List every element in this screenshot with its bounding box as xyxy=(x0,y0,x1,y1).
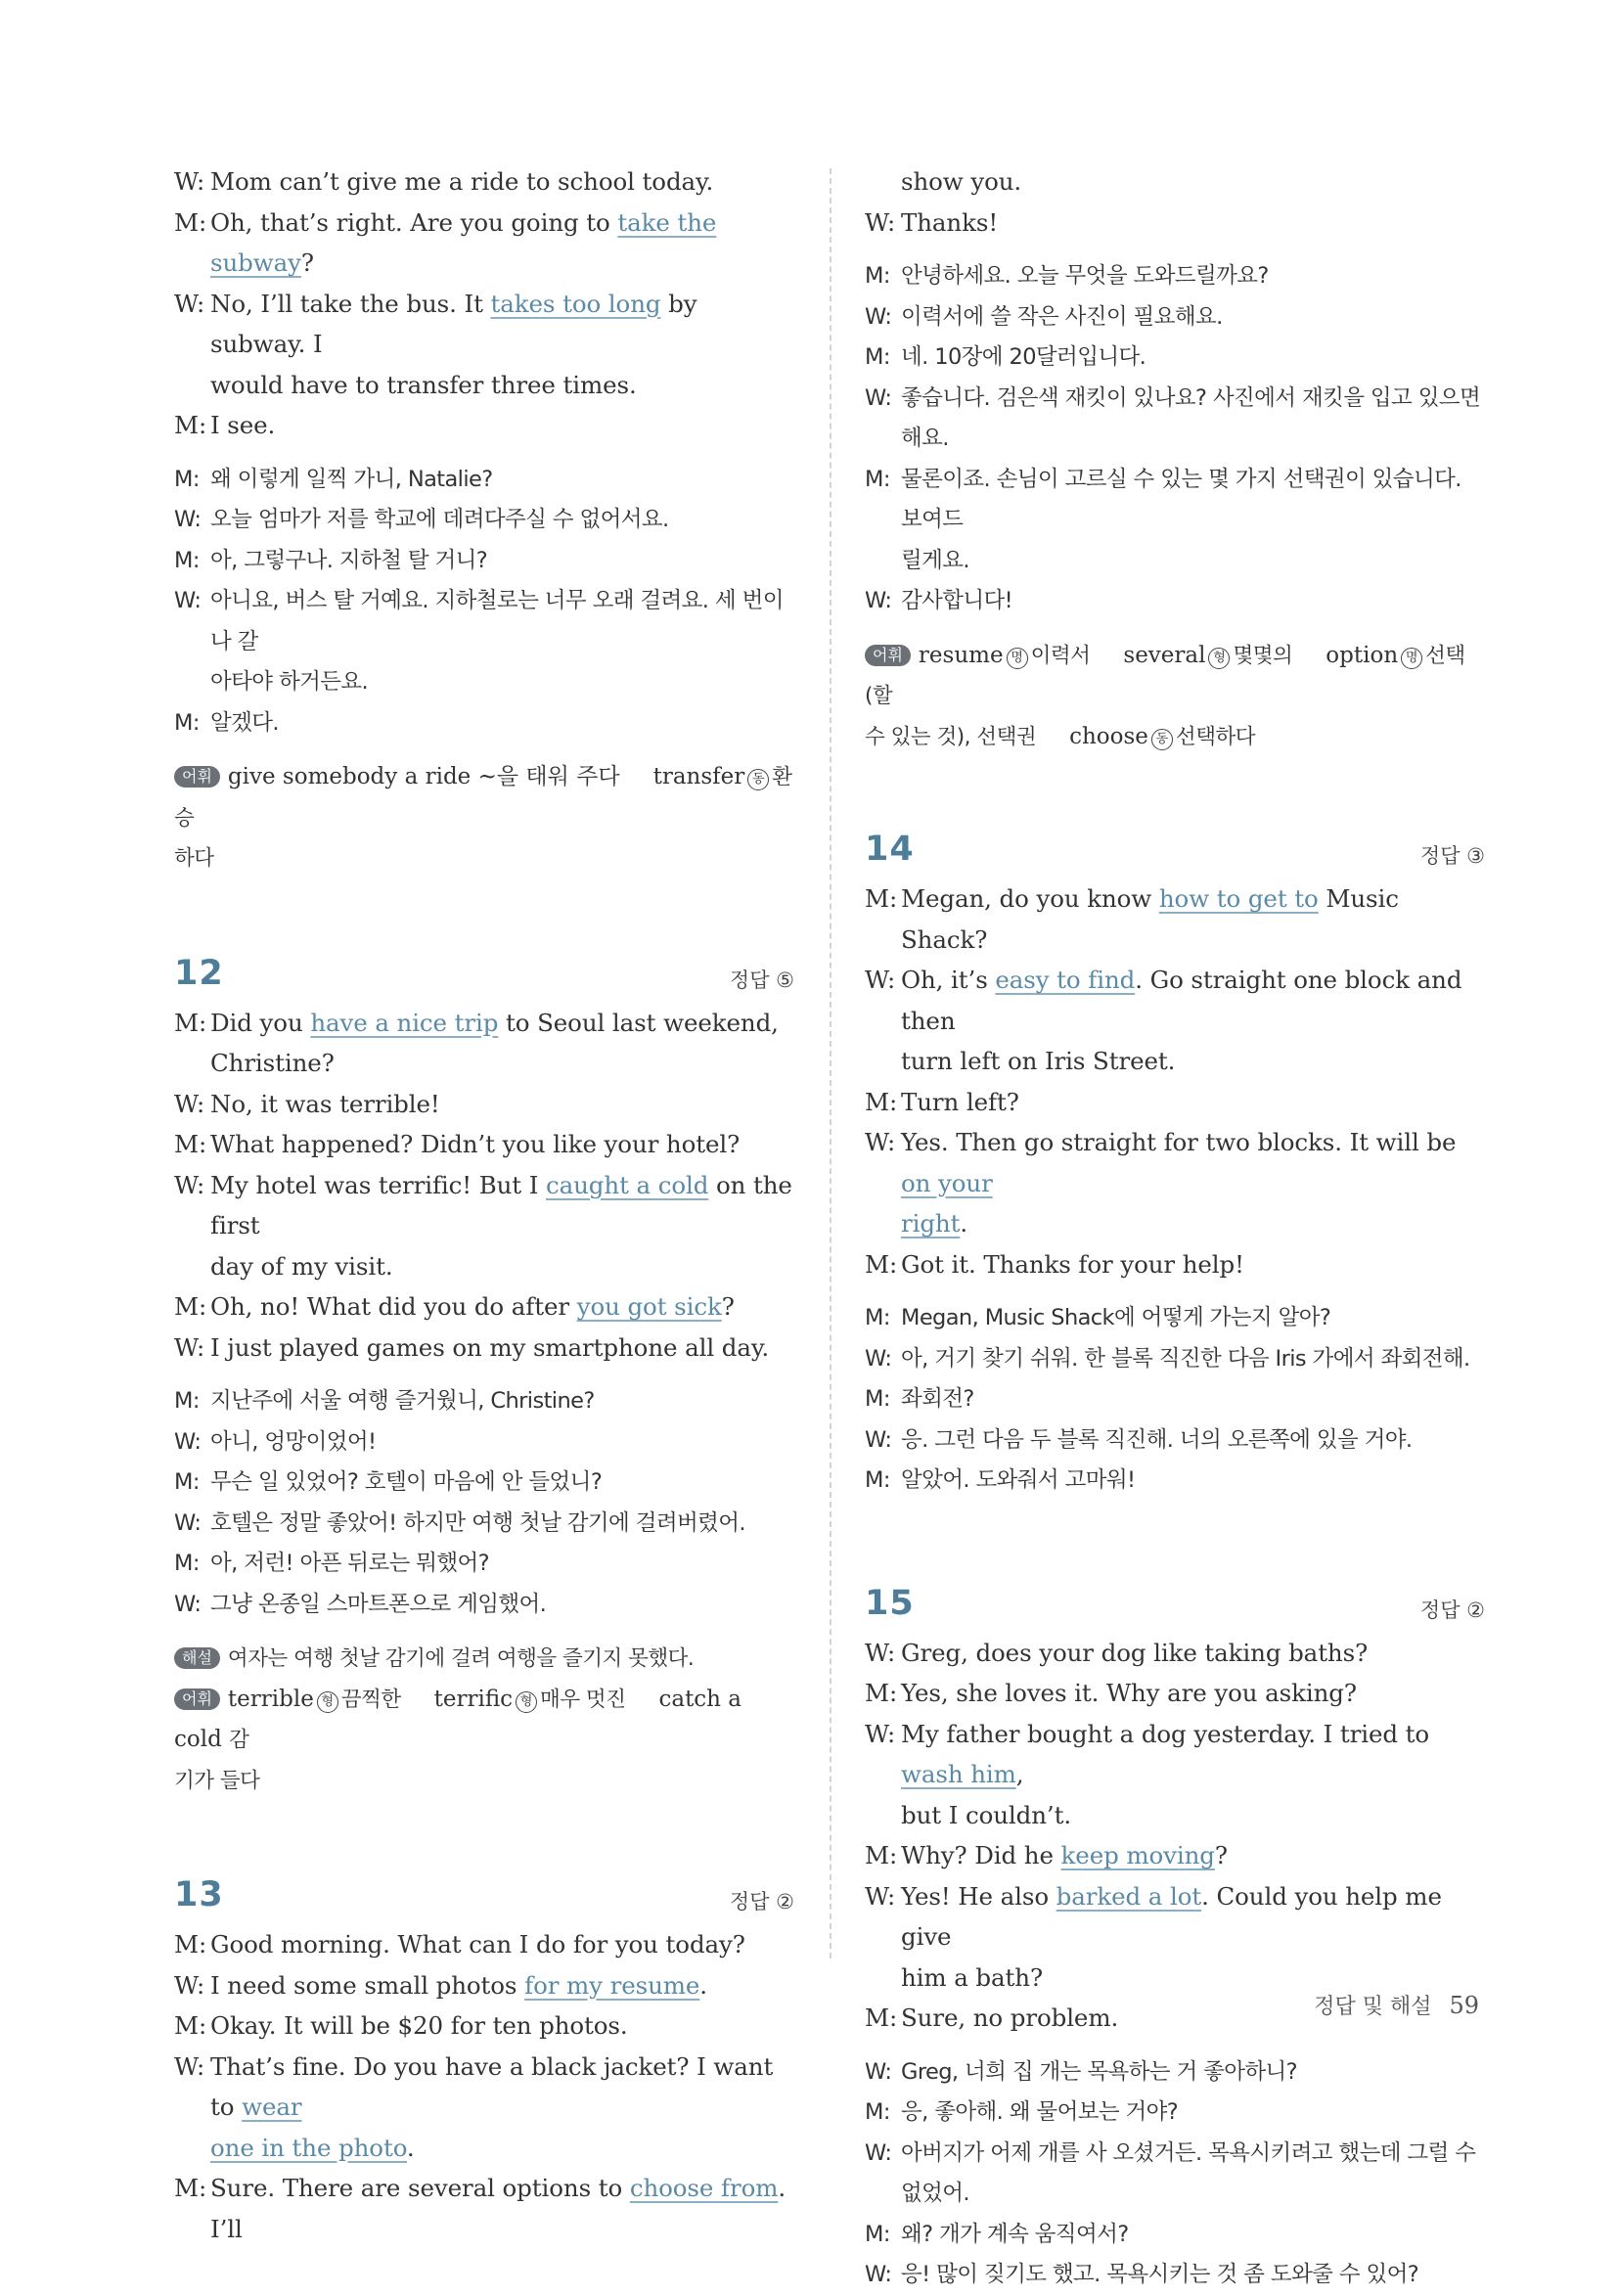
dialogue-line xyxy=(865,1795,1485,1836)
speaker-label: M: xyxy=(174,2011,207,2040)
dialogue-line xyxy=(865,1041,1485,1082)
dialogue-fragment: on the first xyxy=(210,1170,792,1239)
key-phrase: choose from xyxy=(629,2174,779,2202)
key-phrase: barked a lot xyxy=(1056,1881,1202,1911)
speaker-label: M: xyxy=(174,709,200,736)
key-phrase: how to get to xyxy=(1158,884,1319,913)
dialogue-text: 감사합니다! xyxy=(901,588,1013,613)
speaker-label: M: xyxy=(865,1087,898,1116)
dialogue-fragment: to Seoul last weekend, xyxy=(498,1008,779,1037)
dialogue-line xyxy=(174,2005,794,2047)
dialogue-text: Greg, 너희 집 개는 목욕하는 거 좋아하니? xyxy=(901,2058,1298,2085)
dialogue-line xyxy=(174,703,794,744)
dialogue-line xyxy=(174,1328,794,1369)
dialogue-fragment: Yes. Then go straight for two blocks. It will be xyxy=(901,1128,1457,1156)
vocab-meaning: 끔찍한 xyxy=(340,1687,401,1712)
column-divider xyxy=(830,168,831,1958)
dialogue-line xyxy=(174,1043,794,1084)
dialogue-text: 호텔은 정말 좋았어! 하지만 여행 첫날 감기에 걸려버렸어. xyxy=(210,1509,745,1536)
dialogue-line xyxy=(865,297,1485,338)
speaker-label: W: xyxy=(865,384,892,411)
key-phrase: have a nice trip xyxy=(310,1008,499,1037)
pos-badge: 동 xyxy=(747,769,769,790)
explanation-text: 여자는 여행 첫날 감기에 걸려 여행을 즐기지 못했다. xyxy=(227,1646,695,1671)
speaker-label: M: xyxy=(174,1130,207,1158)
speaker-label: W: xyxy=(174,2051,205,2081)
dialogue-text: 오늘 엄마가 저를 학교에 데려다주실 수 없어서요. xyxy=(210,507,669,532)
dialogue-text xyxy=(901,1876,1485,1958)
dialogue-line xyxy=(174,1246,794,1287)
speaker-label: M: xyxy=(865,1305,890,1330)
pos-badge: 명 xyxy=(1401,648,1422,669)
pos-badge: 동 xyxy=(1151,729,1173,750)
speaker-label: W: xyxy=(865,2058,892,2085)
dialogue-text: Greg, does your dog like taking baths? xyxy=(901,1638,1369,1667)
answer-label: 정답 ② xyxy=(1419,1598,1485,1622)
dialogue-line xyxy=(174,1544,794,1585)
dialogue-line xyxy=(865,1298,1485,1339)
vocab-item: option xyxy=(1326,642,1399,668)
dialogue-text xyxy=(210,1003,794,1044)
dialogue-line xyxy=(865,960,1485,1041)
dialogue-line xyxy=(865,460,1485,541)
dialogue-line xyxy=(174,541,794,582)
speaker-label: W: xyxy=(865,1638,896,1667)
speaker-label: M: xyxy=(865,263,890,289)
speaker-label: W: xyxy=(865,1719,896,1748)
dialogue-line xyxy=(174,1585,794,1626)
dialogue-fragment: I need some small photos xyxy=(210,1970,525,2000)
speaker-label: M: xyxy=(174,466,200,492)
dialogue-line xyxy=(174,1422,794,1463)
dialogue-line xyxy=(174,1381,794,1422)
section-13-korean xyxy=(865,256,1485,622)
dialogue-fragment: Sure. There are several options to xyxy=(210,2174,630,2202)
dialogue-text: 왜 이렇게 일찍 가니, Natalie? xyxy=(210,466,493,492)
footer-label: 정답 및 해설 xyxy=(1314,1995,1432,2019)
vocab-meaning: 하다 xyxy=(174,846,214,871)
right-column xyxy=(865,161,1485,2296)
dialogue-text xyxy=(210,284,794,365)
dialogue-text: would have to transfer three times. xyxy=(210,370,637,399)
dialogue-fragment: Oh, no! What did you do after xyxy=(210,1292,577,1321)
dialogue-text xyxy=(901,1122,1485,1203)
vocab-meaning: 매우 멋진 xyxy=(540,1687,626,1712)
section-15-korean xyxy=(865,2052,1485,2296)
speaker-label: W: xyxy=(174,1970,205,2000)
dialogue-line xyxy=(174,460,794,501)
dialogue-text: 아니, 엉망이었어! xyxy=(210,1428,377,1455)
speaker-label: W: xyxy=(865,1128,896,1156)
dialogue-text: Sure, no problem. xyxy=(901,2003,1119,2032)
dialogue-fragment: Did you xyxy=(210,1008,311,1037)
vocab-tag: 어휘 xyxy=(174,1688,220,1710)
dialogue-line xyxy=(865,203,1485,244)
question-number: 14 xyxy=(865,830,915,869)
dialogue-text: day of my visit. xyxy=(210,1251,393,1281)
vocab-item: resume xyxy=(918,642,1004,668)
speaker-label: W: xyxy=(174,1332,205,1362)
section-14-header xyxy=(865,826,1485,873)
vocab-meaning: 기가 들다 xyxy=(174,1768,260,1793)
section-12-korean xyxy=(174,1381,794,1625)
dialogue-fragment: Oh, that’s right. Are you going to xyxy=(210,207,618,237)
speaker-label: W: xyxy=(174,1591,202,1617)
speaker-label: W: xyxy=(865,588,892,613)
dialogue-text: I just played games on my smartphone all day. xyxy=(210,1332,770,1362)
dialogue-text: 지난주에 서울 여행 즐거웠니, Christine? xyxy=(210,1388,595,1414)
dialogue-line xyxy=(174,284,794,365)
dialogue-text: him a bath? xyxy=(901,1962,1043,1992)
dialogue-text: 릴게요. xyxy=(901,547,969,573)
dialogue-text: I see. xyxy=(210,411,276,439)
pos-badge: 명 xyxy=(1007,648,1028,669)
speaker-label: M: xyxy=(865,2003,898,2032)
dialogue-line xyxy=(865,161,1485,203)
dialogue-text: Got it. Thanks for your help! xyxy=(901,1249,1244,1279)
vocab-tag: 어휘 xyxy=(865,645,911,666)
speaker-label: W: xyxy=(174,1089,205,1118)
dialogue-line xyxy=(174,2047,794,2128)
dialogue-text: 물론이죠. 손님이 고르실 수 있는 몇 가지 선택권이 있습니다. 보여드 xyxy=(901,466,1461,532)
dialogue-text xyxy=(210,1165,794,1246)
section-12-header xyxy=(174,950,794,997)
section-11-english xyxy=(174,161,794,446)
section-12-explanation xyxy=(174,1639,794,1680)
dialogue-fragment: Why? Did he xyxy=(901,1841,1061,1869)
dialogue-line xyxy=(865,338,1485,379)
dialogue-text: What happened? Didn’t you like your hotel? xyxy=(210,1130,741,1158)
dialogue-fragment: Megan, do you know xyxy=(901,884,1159,913)
speaker-label: W: xyxy=(174,1509,202,1536)
speaker-label: W: xyxy=(865,2139,892,2166)
dialogue-text: Megan, Music Shack에 어떻게 가는지 알아? xyxy=(901,1305,1331,1330)
section-12-english xyxy=(174,1003,794,1369)
answer-label: 정답 ⑤ xyxy=(729,968,794,992)
dialogue-text xyxy=(901,1203,1485,1244)
dialogue-line xyxy=(865,1673,1485,1714)
dialogue-line xyxy=(174,500,794,541)
speaker-label: M: xyxy=(865,466,890,492)
vocab-tag: 어휘 xyxy=(174,766,220,788)
dialogue-text: 응! 많이 짖기도 했고. 목욕시키는 것 좀 도와줄 수 있어? xyxy=(901,2262,1419,2287)
dialogue-fragment: My hotel was terrific! But I xyxy=(210,1170,546,1199)
key-phrase: caught a cold xyxy=(546,1170,709,1199)
speaker-label: W: xyxy=(865,966,896,994)
speaker-label: M: xyxy=(865,884,898,913)
speaker-label: M: xyxy=(174,1008,207,1037)
vocab-item: transfer xyxy=(652,764,745,789)
dialogue-line xyxy=(174,581,794,662)
dialogue-line xyxy=(865,1876,1485,1958)
dialogue-text: Yes, she loves it. Why are you asking? xyxy=(901,1679,1357,1707)
dialogue-fragment: . I’ll xyxy=(210,2174,787,2243)
speaker-label: W: xyxy=(174,507,202,532)
answer-label: 정답 ③ xyxy=(1419,844,1485,868)
section-11-korean xyxy=(174,460,794,744)
question-number: 15 xyxy=(865,1583,915,1623)
speaker-label: M: xyxy=(174,2174,207,2202)
dialogue-text: 안녕하세요. 오늘 무엇을 도와드릴까요? xyxy=(901,263,1269,289)
speaker-label: M: xyxy=(174,411,207,439)
key-phrase: takes too long xyxy=(490,289,661,318)
key-phrase: keep moving xyxy=(1060,1841,1215,1869)
dialogue-text: but I couldn’t. xyxy=(901,1800,1072,1829)
dialogue-line xyxy=(865,1461,1485,1502)
speaker-label: W: xyxy=(865,207,896,237)
vocab-meaning: 수 있는 것), 선택권 xyxy=(865,724,1037,749)
dialogue-line xyxy=(174,2128,794,2169)
dialogue-text: 아니요, 버스 탈 거예요. 지하철로는 너무 오래 걸려요. 세 번이나 갈 xyxy=(210,588,784,654)
speaker-label: M: xyxy=(865,1386,890,1412)
dialogue-line xyxy=(174,1084,794,1125)
key-phrase: wear xyxy=(242,2093,302,2121)
dialogue-text: 응. 그런 다음 두 블록 직진해. 너의 오른쪽에 있을 거야. xyxy=(901,1426,1413,1453)
speaker-label: W: xyxy=(865,303,892,330)
dialogue-line xyxy=(865,2255,1485,2296)
dialogue-line xyxy=(174,1286,794,1328)
dialogue-line xyxy=(865,2215,1485,2256)
dialogue-text: 이력서에 쓸 작은 사진이 필요해요. xyxy=(901,303,1223,330)
dialogue-line xyxy=(174,1463,794,1504)
dialogue-line xyxy=(174,1924,794,1965)
dialogue-fragment: ? xyxy=(1214,1841,1228,1869)
dialogue-fragment: My father bought a dog yesterday. I tried to xyxy=(901,1719,1430,1748)
dialogue-fragment: . xyxy=(406,2133,415,2162)
dialogue-text: Turn left? xyxy=(901,1087,1019,1116)
dialogue-text: Mom can’t give me a ride to school today. xyxy=(210,167,714,196)
dialogue-line xyxy=(174,1504,794,1545)
vocab-meaning: 감 xyxy=(229,1728,249,1752)
section-13-english-cont xyxy=(865,161,1485,243)
speaker-label: M: xyxy=(865,1467,890,1493)
key-phrase: right xyxy=(901,1209,961,1238)
dialogue-text: 아, 거기 찾기 쉬워. 한 블록 직진한 다음 Iris 가에서 좌회전해. xyxy=(901,1345,1470,1372)
dialogue-text: Okay. It will be $20 for ten photos. xyxy=(210,2011,628,2040)
dialogue-fragment: ? xyxy=(721,1292,735,1321)
speaker-label: M: xyxy=(174,1388,200,1414)
speaker-label: M: xyxy=(174,1930,207,1958)
dialogue-fragment: Oh, it’s xyxy=(901,966,996,994)
dialogue-line xyxy=(174,365,794,406)
speaker-label: W: xyxy=(174,1170,205,1199)
section-14-korean xyxy=(865,1298,1485,1502)
speaker-label: W: xyxy=(865,2262,892,2287)
section-15-english xyxy=(865,1633,1485,2039)
dialogue-line xyxy=(174,1165,794,1246)
dialogue-line xyxy=(865,1082,1485,1123)
dialogue-text xyxy=(901,878,1485,960)
section-11-vocab xyxy=(174,757,794,879)
dialogue-line xyxy=(174,1124,794,1165)
dialogue-text: Good morning. What can I do for you today? xyxy=(210,1930,745,1958)
dialogue-fragment: , xyxy=(1015,1760,1024,1788)
vocab-meaning: 이력서 xyxy=(1030,643,1091,668)
dialogue-fragment: . Could you help me give xyxy=(901,1881,1442,1951)
dialogue-text xyxy=(901,1835,1485,1876)
dialogue-text: 아, 그렇구나. 지하철 탈 거니? xyxy=(210,547,488,573)
key-phrase: one in the photo xyxy=(210,2133,407,2162)
speaker-label: M: xyxy=(865,2221,890,2247)
vocab-item: several xyxy=(1123,642,1206,668)
dialogue-fragment: by subway. I xyxy=(210,289,697,358)
section-12-vocab xyxy=(174,1680,794,1802)
speaker-label: W: xyxy=(174,1428,202,1455)
dialogue-text: 그냥 온종일 스마트폰으로 게임했어. xyxy=(210,1591,547,1617)
dialogue-line xyxy=(865,1379,1485,1420)
dialogue-line xyxy=(865,1633,1485,1674)
dialogue-text: Thanks! xyxy=(901,207,999,237)
dialogue-fragment: That’s fine. Do you have a black jacket? I want to xyxy=(210,2051,774,2121)
vocab-item: terrific xyxy=(433,1686,514,1712)
dialogue-line xyxy=(865,878,1485,960)
pos-badge: 형 xyxy=(317,1691,338,1713)
dialogue-line xyxy=(865,1714,1485,1795)
speaker-label: M: xyxy=(174,547,200,573)
dialogue-line xyxy=(865,379,1485,460)
key-phrase: take the subway xyxy=(210,207,717,277)
dialogue-fragment: . xyxy=(699,1970,707,2000)
vocab-meaning: 환승 xyxy=(174,765,792,831)
speaker-label: M: xyxy=(174,1551,200,1576)
dialogue-fragment: Music Shack? xyxy=(901,884,1399,954)
dialogue-text: show you. xyxy=(901,167,1022,196)
speaker-label: W: xyxy=(865,1345,892,1372)
dialogue-line xyxy=(865,2093,1485,2134)
dialogue-line xyxy=(865,2134,1485,2215)
dialogue-line xyxy=(865,1203,1485,1244)
dialogue-line xyxy=(865,1122,1485,1203)
dialogue-text xyxy=(210,1965,794,2006)
dialogue-text xyxy=(901,960,1485,1041)
page-footer xyxy=(1314,1990,1479,2020)
key-phrase: on your xyxy=(901,1168,993,1197)
dialogue-text xyxy=(210,2047,794,2128)
dialogue-text: 좌회전? xyxy=(901,1386,974,1412)
speaker-label: W: xyxy=(865,1881,896,1911)
left-column xyxy=(174,161,794,2249)
speaker-label: M: xyxy=(174,1292,207,1321)
speaker-label: M: xyxy=(865,1679,898,1707)
dialogue-line xyxy=(865,1244,1485,1285)
dialogue-text: Christine? xyxy=(210,1049,335,1077)
section-14-english xyxy=(865,878,1485,1284)
section-13-english xyxy=(174,1924,794,2249)
dialogue-text: 좋습니다. 검은색 재킷이 있나요? 사진에서 재킷을 입고 있으면 해요. xyxy=(901,384,1481,451)
dialogue-text: 아타야 하거든요. xyxy=(210,669,369,695)
question-number: 12 xyxy=(174,953,224,993)
speaker-label: M: xyxy=(865,1841,898,1869)
dialogue-text: 응, 좋아해. 왜 물어보는 거야? xyxy=(901,2099,1179,2125)
dialogue-line xyxy=(174,405,794,446)
dialogue-line xyxy=(174,1003,794,1044)
vocab-item: terrible xyxy=(227,1686,314,1712)
dialogue-fragment: . xyxy=(960,1209,968,1238)
pos-badge: 형 xyxy=(1208,648,1230,669)
dialogue-line xyxy=(174,2168,794,2249)
dialogue-text: 알았어. 도와줘서 고마워! xyxy=(901,1467,1136,1493)
dialogue-text: No, it was terrible! xyxy=(210,1089,440,1118)
speaker-label: M: xyxy=(174,207,207,237)
dialogue-line xyxy=(865,2052,1485,2093)
dialogue-line xyxy=(865,541,1485,582)
dialogue-text: 왜? 개가 계속 움직여서? xyxy=(901,2221,1129,2247)
answer-label: 정답 ② xyxy=(729,1890,794,1913)
vocab-meaning: 몇몇의 xyxy=(1233,643,1293,668)
vocab-meaning: 선택하다 xyxy=(1175,724,1255,749)
dialogue-line xyxy=(865,256,1485,297)
speaker-label: W: xyxy=(174,588,202,613)
speaker-label: W: xyxy=(174,167,205,196)
key-phrase: easy to find xyxy=(995,966,1136,994)
pos-badge: 형 xyxy=(516,1691,537,1713)
speaker-label: W: xyxy=(865,1426,892,1453)
page-number: 59 xyxy=(1449,1992,1479,2019)
dialogue-line xyxy=(865,1339,1485,1380)
dialogue-line xyxy=(174,1965,794,2006)
speaker-label: M: xyxy=(865,344,890,370)
dialogue-fragment: Yes! He also xyxy=(901,1881,1056,1911)
vocab-item: choose xyxy=(1069,723,1148,749)
dialogue-text xyxy=(210,2168,794,2249)
dialogue-fragment: ? xyxy=(300,248,314,277)
dialogue-text xyxy=(210,2128,794,2169)
dialogue-fragment: . Go straight one block and then xyxy=(901,966,1462,1035)
dialogue-line xyxy=(174,662,794,703)
speaker-label: M: xyxy=(865,1249,898,1279)
speaker-label: M: xyxy=(865,2099,890,2125)
vocab-item: catch a cold xyxy=(174,1686,742,1752)
dialogue-line xyxy=(865,1835,1485,1876)
key-phrase: for my resume xyxy=(524,1970,700,2000)
dialogue-line xyxy=(865,1420,1485,1462)
key-phrase: wash him xyxy=(901,1760,1016,1788)
key-phrase: you got sick xyxy=(576,1292,722,1321)
question-number: 13 xyxy=(174,1875,224,1914)
dialogue-line xyxy=(174,161,794,203)
section-15-header xyxy=(865,1580,1485,1627)
dialogue-text xyxy=(901,1714,1485,1795)
dialogue-text: 알겠다. xyxy=(210,709,279,736)
speaker-label: M: xyxy=(174,1469,200,1495)
dialogue-fragment: No, I’ll take the bus. It xyxy=(210,289,491,318)
speaker-label: W: xyxy=(174,289,205,318)
section-13-vocab xyxy=(865,636,1485,758)
dialogue-line xyxy=(174,203,794,284)
dialogue-line xyxy=(865,581,1485,622)
dialogue-text: 무슨 일 있었어? 호텔이 마음에 안 들었니? xyxy=(210,1469,603,1495)
section-13-header xyxy=(174,1871,794,1918)
dialogue-text: 아, 저런! 아픈 뒤로는 뭐했어? xyxy=(210,1551,490,1576)
dialogue-text: 아버지가 어제 개를 사 오셨거든. 목욕시키려고 했는데 그럴 수 없었어. xyxy=(901,2139,1476,2206)
dialogue-text: turn left on Iris Street. xyxy=(901,1047,1176,1075)
dialogue-text: 네. 10장에 20달러입니다. xyxy=(901,344,1146,370)
vocab-meaning: 선택(할 xyxy=(865,643,1465,708)
dialogue-text xyxy=(210,203,794,284)
dialogue-text xyxy=(210,1286,794,1328)
vocab-item: give somebody a ride ~을 태워 주다 xyxy=(227,764,620,789)
explanation-tag: 해설 xyxy=(174,1647,220,1669)
